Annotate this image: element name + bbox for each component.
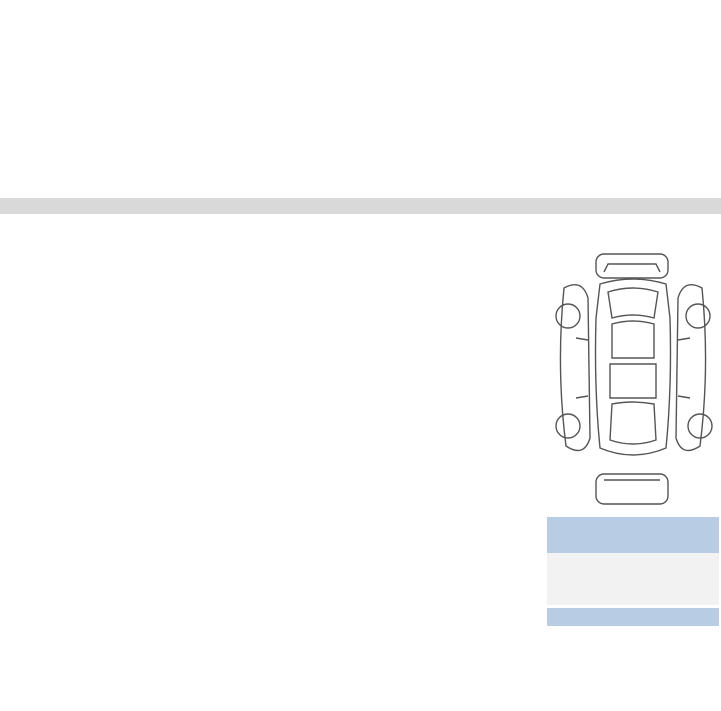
vehicle-sketch-drawing [548, 248, 718, 512]
innenraum-content[interactable] [547, 553, 719, 605]
vehicle-sketch [548, 248, 718, 512]
bemerkungen-header [547, 608, 719, 626]
separator-bar [0, 198, 721, 214]
innenraum-panel [547, 517, 719, 553]
